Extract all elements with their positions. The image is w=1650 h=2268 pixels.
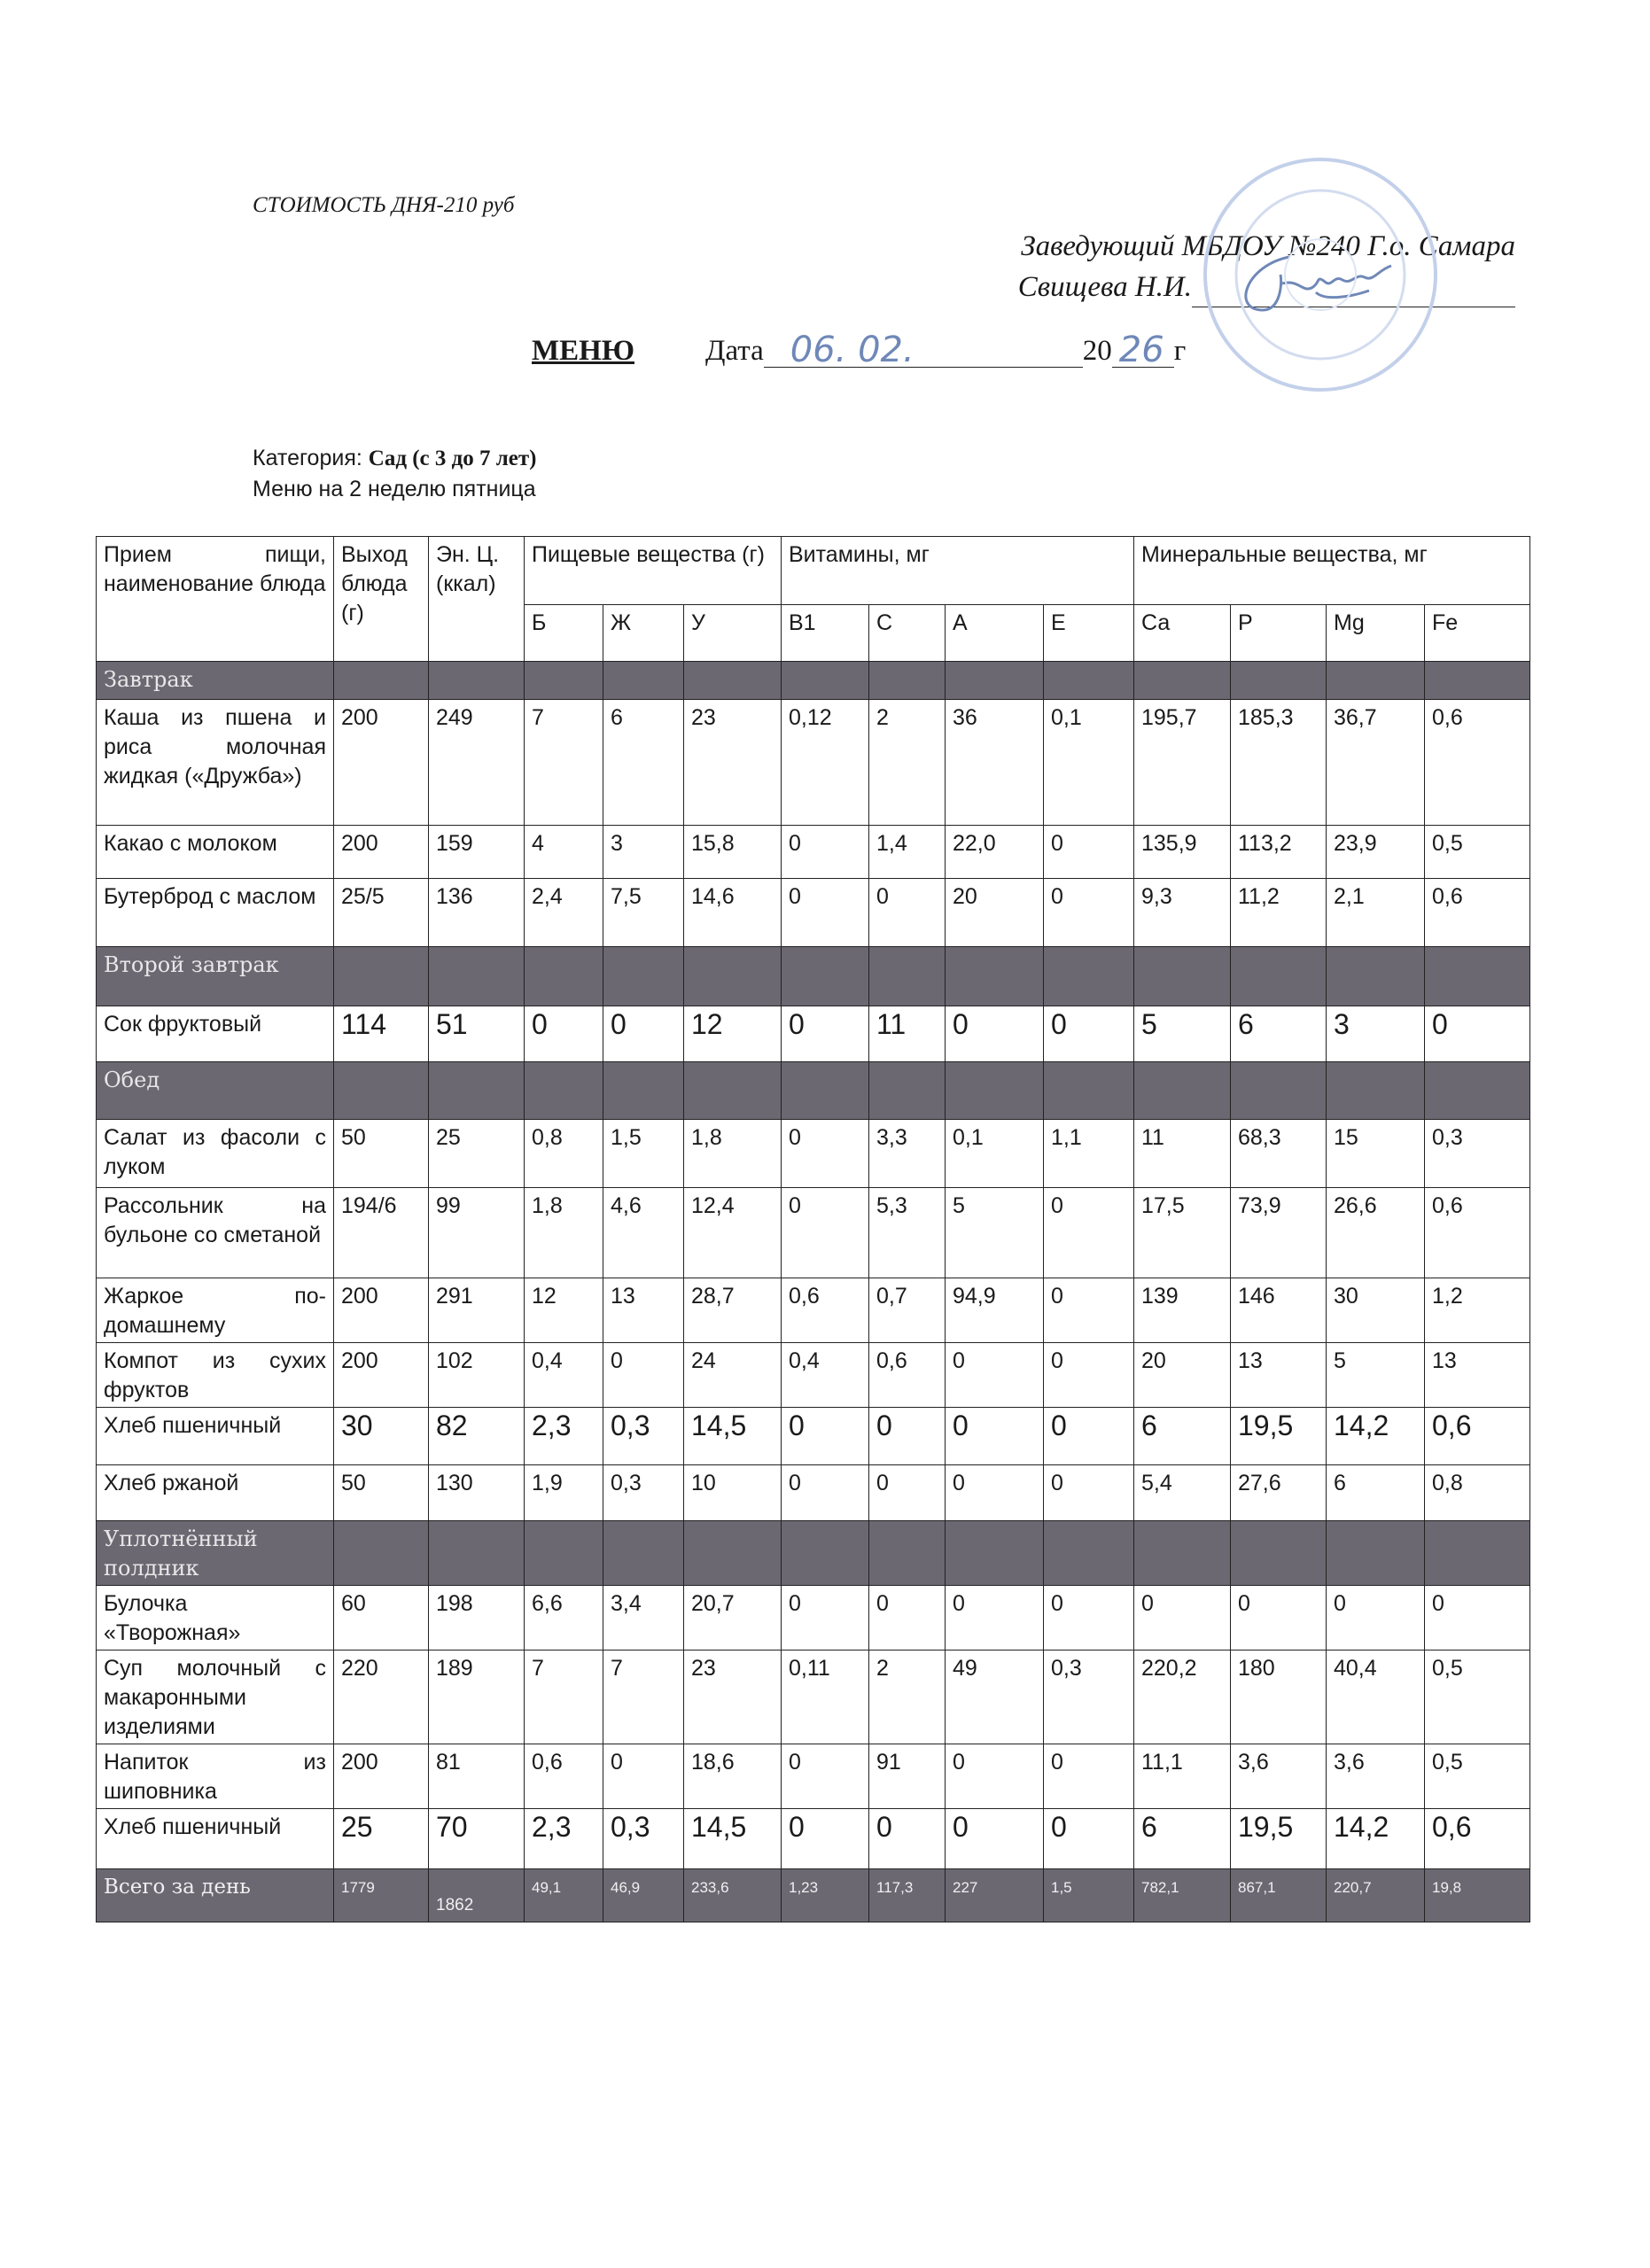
cell: 200 — [334, 826, 429, 879]
year-prefix: 20 — [1082, 335, 1112, 367]
header-vitamins: Витамины, мг — [782, 537, 1134, 605]
cell: 0 — [869, 1408, 946, 1465]
cell: 6 — [1134, 1408, 1231, 1465]
cell: 180 — [1231, 1651, 1327, 1744]
cell: 1,9 — [525, 1465, 603, 1521]
cell: 12,4 — [684, 1188, 782, 1278]
dish-name: Какао с молоком — [97, 826, 334, 879]
section-label: Завтрак — [97, 662, 334, 700]
total-cell: 1862 — [429, 1869, 525, 1922]
total-cell: 49,1 — [525, 1869, 603, 1922]
cell: 0 — [946, 1343, 1044, 1408]
cell: 0 — [782, 1188, 869, 1278]
table-row — [97, 1651, 1530, 1744]
cell: 102 — [429, 1343, 525, 1408]
cell: 25/5 — [334, 879, 429, 947]
cell: 0,5 — [1425, 826, 1530, 879]
header-name: Прием пищи, наименование блюда — [97, 537, 334, 662]
cell: 2,3 — [525, 1408, 603, 1465]
cell: 13 — [1231, 1343, 1327, 1408]
cell: 114 — [334, 1006, 429, 1062]
total-cell: 233,6 — [684, 1869, 782, 1922]
header-nutrients: Пищевые вещества (г) — [525, 537, 782, 605]
cell: 0 — [1425, 1586, 1530, 1651]
year-handwritten: 26 — [1118, 330, 1164, 370]
category-label: Категория: — [253, 446, 369, 470]
table-row — [97, 1809, 1530, 1869]
cell: 0 — [782, 1408, 869, 1465]
cell: 5 — [946, 1188, 1044, 1278]
table-row — [97, 1343, 1530, 1408]
cell: 6 — [1134, 1809, 1231, 1869]
cell: 0,3 — [1044, 1651, 1134, 1744]
year-blank — [1112, 330, 1174, 370]
cell: 6 — [1231, 1006, 1327, 1062]
cell: 200 — [334, 700, 429, 826]
cell: 113,2 — [1231, 826, 1327, 879]
cell: 130 — [429, 1465, 525, 1521]
cell: 36 — [946, 700, 1044, 826]
cell: 23,9 — [1327, 826, 1425, 879]
cell: 0,6 — [1425, 879, 1530, 947]
table-row — [97, 1188, 1530, 1278]
cell: 13 — [1425, 1343, 1530, 1408]
cell: 27,6 — [1231, 1465, 1327, 1521]
cell: 0,6 — [1425, 1408, 1530, 1465]
subheader-cell: В1 — [782, 605, 869, 662]
cell: 0 — [603, 1006, 684, 1062]
cell: 94,9 — [946, 1278, 1044, 1343]
cell: 11,2 — [1231, 879, 1327, 947]
cell: 14,2 — [1327, 1809, 1425, 1869]
day-cost: СТОИМОСТЬ ДНЯ-210 руб — [253, 193, 515, 217]
menu-word: МЕНЮ — [532, 335, 634, 367]
cell: 2,3 — [525, 1809, 603, 1869]
cell: 14,6 — [684, 879, 782, 947]
header-energy: Эн. Ц. (ккал) — [429, 537, 525, 662]
cell: 25 — [429, 1120, 525, 1188]
cell: 0 — [1231, 1586, 1327, 1651]
cell: 0 — [1044, 1809, 1134, 1869]
cell: 0,6 — [869, 1343, 946, 1408]
cell: 9,3 — [1134, 879, 1231, 947]
cell: 0 — [1134, 1586, 1231, 1651]
cell: 99 — [429, 1188, 525, 1278]
dish-name: Хлеб пшеничный — [97, 1408, 334, 1465]
total-cell: 782,1 — [1134, 1869, 1231, 1922]
dish-name: Хлеб пшеничный — [97, 1809, 334, 1869]
cell: 25 — [334, 1809, 429, 1869]
cell: 0 — [946, 1809, 1044, 1869]
cell: 73,9 — [1231, 1188, 1327, 1278]
cell: 3,3 — [869, 1120, 946, 1188]
dish-name: Булочка «Творожная» — [97, 1586, 334, 1651]
total-cell: 46,9 — [603, 1869, 684, 1922]
cell: 17,5 — [1134, 1188, 1231, 1278]
cell: 0,11 — [782, 1651, 869, 1744]
cell: 5 — [1327, 1343, 1425, 1408]
cell: 0 — [1044, 826, 1134, 879]
cell: 0,5 — [1425, 1651, 1530, 1744]
cell: 0,4 — [525, 1343, 603, 1408]
header-yield: Выход блюда (г) — [334, 537, 429, 662]
cell: 195,7 — [1134, 700, 1231, 826]
table-row — [97, 826, 1530, 879]
cell: 3 — [1327, 1006, 1425, 1062]
cell: 82 — [429, 1408, 525, 1465]
cell: 1,2 — [1425, 1278, 1530, 1343]
cell: 91 — [869, 1744, 946, 1809]
cell: 0 — [1044, 1278, 1134, 1343]
section-label: Второй завтрак — [97, 947, 334, 1006]
cell: 0 — [1044, 879, 1134, 947]
cell: 0 — [1044, 1586, 1134, 1651]
cell: 7 — [525, 700, 603, 826]
cell: 159 — [429, 826, 525, 879]
cell: 3,6 — [1327, 1744, 1425, 1809]
total-cell: 220,7 — [1327, 1869, 1425, 1922]
cell: 5,3 — [869, 1188, 946, 1278]
cell: 12 — [684, 1006, 782, 1062]
section-row-breakfast — [97, 662, 1530, 700]
section-row-second-breakfast — [97, 947, 1530, 1006]
cell: 200 — [334, 1744, 429, 1809]
cell: 1,5 — [603, 1120, 684, 1188]
cell: 11,1 — [1134, 1744, 1231, 1809]
approval-title: Заведующий МБДОУ №240 Г.о. Самара — [1021, 230, 1515, 262]
subheader-cell: Б — [525, 605, 603, 662]
subheader-cell: А — [946, 605, 1044, 662]
cell: 291 — [429, 1278, 525, 1343]
cell: 0,3 — [1425, 1120, 1530, 1188]
date-blank — [764, 330, 1083, 370]
cell: 0,3 — [603, 1408, 684, 1465]
header-row — [97, 537, 1530, 605]
cell: 60 — [334, 1586, 429, 1651]
cell: 6 — [603, 700, 684, 826]
cell: 30 — [1327, 1278, 1425, 1343]
cell: 0 — [782, 1465, 869, 1521]
subheader-cell: С — [869, 605, 946, 662]
cell: 3,6 — [1231, 1744, 1327, 1809]
total-cell: 117,3 — [869, 1869, 946, 1922]
dish-name: Компот из сухих фруктов — [97, 1343, 334, 1408]
subheader-cell: Е — [1044, 605, 1134, 662]
cell: 0 — [782, 879, 869, 947]
cell: 200 — [334, 1278, 429, 1343]
cell: 1,8 — [525, 1188, 603, 1278]
dish-name: Напиток из шиповника — [97, 1744, 334, 1809]
cell: 1,4 — [869, 826, 946, 879]
cell: 3,4 — [603, 1586, 684, 1651]
subheader-cell: Mg — [1327, 605, 1425, 662]
total-cell: 1,23 — [782, 1869, 869, 1922]
cell: 20 — [1134, 1343, 1231, 1408]
table-row — [97, 1465, 1530, 1521]
cell: 0,6 — [782, 1278, 869, 1343]
cell: 249 — [429, 700, 525, 826]
section-label: Уплотнённый полдник — [97, 1521, 334, 1586]
cell: 139 — [1134, 1278, 1231, 1343]
cell: 189 — [429, 1651, 525, 1744]
cell: 5 — [1134, 1006, 1231, 1062]
section-row-lunch — [97, 1062, 1530, 1120]
table-row — [97, 879, 1530, 947]
table-row — [97, 1408, 1530, 1465]
cell: 1,1 — [1044, 1120, 1134, 1188]
cell: 0 — [782, 1586, 869, 1651]
cell: 7 — [525, 1651, 603, 1744]
subheader-cell: Fe — [1425, 605, 1530, 662]
subheader-cell: У — [684, 605, 782, 662]
total-cell: 1779 — [334, 1869, 429, 1922]
cell: 0,1 — [946, 1120, 1044, 1188]
cell: 36,7 — [1327, 700, 1425, 826]
cell: 22,0 — [946, 826, 1044, 879]
cell: 23 — [684, 1651, 782, 1744]
subheader-cell: Са — [1134, 605, 1231, 662]
table-row — [97, 1278, 1530, 1343]
cell: 1,8 — [684, 1120, 782, 1188]
dish-name: Жаркое по-домашнему — [97, 1278, 334, 1343]
cell: 0 — [1044, 1744, 1134, 1809]
cell: 24 — [684, 1343, 782, 1408]
cell: 18,6 — [684, 1744, 782, 1809]
cell: 0,1 — [1044, 700, 1134, 826]
year-suffix: г — [1173, 335, 1187, 367]
total-row — [97, 1869, 1530, 1922]
cell: 2,1 — [1327, 879, 1425, 947]
cell: 136 — [429, 879, 525, 947]
total-cell: 227 — [946, 1869, 1044, 1922]
cell: 0 — [946, 1744, 1044, 1809]
category-value: Сад (с 3 до 7 лет) — [368, 447, 537, 470]
total-cell: 867,1 — [1231, 1869, 1327, 1922]
cell: 12 — [525, 1278, 603, 1343]
cell: 0 — [603, 1744, 684, 1809]
subheader-cell: Р — [1231, 605, 1327, 662]
menu-title — [532, 330, 1187, 370]
cell: 198 — [429, 1586, 525, 1651]
category-block — [253, 443, 537, 504]
cell: 0 — [1044, 1006, 1134, 1062]
cell: 20 — [946, 879, 1044, 947]
cell: 0,3 — [603, 1465, 684, 1521]
cell: 28,7 — [684, 1278, 782, 1343]
cell: 0,12 — [782, 700, 869, 826]
cell: 220 — [334, 1651, 429, 1744]
header-minerals: Минеральные вещества, мг — [1134, 537, 1530, 605]
table-row — [97, 1120, 1530, 1188]
cell: 0 — [782, 1744, 869, 1809]
week-line: Меню на 2 неделю пятница — [253, 477, 536, 501]
cell: 185,3 — [1231, 700, 1327, 826]
cell: 6,6 — [525, 1586, 603, 1651]
cell: 200 — [334, 1343, 429, 1408]
cell: 19,5 — [1231, 1809, 1327, 1869]
cell: 23 — [684, 700, 782, 826]
subheader-cell: Ж — [603, 605, 684, 662]
cell: 0,4 — [782, 1343, 869, 1408]
cell: 20,7 — [684, 1586, 782, 1651]
table-row — [97, 1586, 1530, 1651]
cell: 0 — [869, 1465, 946, 1521]
cell: 13 — [603, 1278, 684, 1343]
cell: 6 — [1327, 1465, 1425, 1521]
cell: 194/6 — [334, 1188, 429, 1278]
cell: 220,2 — [1134, 1651, 1231, 1744]
table-row — [97, 700, 1530, 826]
cell: 0 — [782, 1120, 869, 1188]
cell: 0,6 — [1425, 1188, 1530, 1278]
cell: 3 — [603, 826, 684, 879]
section-label: Обед — [97, 1062, 334, 1120]
cell: 0 — [869, 879, 946, 947]
cell: 68,3 — [1231, 1120, 1327, 1188]
cell: 15,8 — [684, 826, 782, 879]
cell: 0 — [603, 1343, 684, 1408]
cell: 0 — [1327, 1586, 1425, 1651]
cell: 0 — [946, 1465, 1044, 1521]
cell: 40,4 — [1327, 1651, 1425, 1744]
cell: 146 — [1231, 1278, 1327, 1343]
cell: 30 — [334, 1408, 429, 1465]
cell: 0 — [946, 1408, 1044, 1465]
cell: 0 — [946, 1586, 1044, 1651]
institution-stamp — [1187, 142, 1453, 408]
cell: 4 — [525, 826, 603, 879]
cell: 51 — [429, 1006, 525, 1062]
cell: 11 — [1134, 1120, 1231, 1188]
dish-name: Суп молочный с макаронными изделиями — [97, 1651, 334, 1744]
cell: 4,6 — [603, 1188, 684, 1278]
dish-name: Каша из пшена и риса молочная жидкая («Дружба») — [97, 700, 334, 826]
cell: 0 — [525, 1006, 603, 1062]
category-line — [253, 443, 537, 474]
dish-name: Салат из фасоли с луком — [97, 1120, 334, 1188]
section-row-afternoon-snack — [97, 1521, 1530, 1586]
cell: 11 — [869, 1006, 946, 1062]
dish-name: Бутерброд с маслом — [97, 879, 334, 947]
cell: 15 — [1327, 1120, 1425, 1188]
cell: 0 — [1044, 1408, 1134, 1465]
cell: 0 — [782, 1809, 869, 1869]
cell: 0 — [1044, 1465, 1134, 1521]
cell: 14,2 — [1327, 1408, 1425, 1465]
cell: 81 — [429, 1744, 525, 1809]
cell: 0,6 — [1425, 700, 1530, 826]
cell: 0 — [1425, 1006, 1530, 1062]
cell: 14,5 — [684, 1809, 782, 1869]
cell: 0,8 — [1425, 1465, 1530, 1521]
cell: 49 — [946, 1651, 1044, 1744]
cell: 135,9 — [1134, 826, 1231, 879]
cell: 7 — [603, 1651, 684, 1744]
table-row — [97, 1006, 1530, 1062]
dish-name: Хлеб ржаной — [97, 1465, 334, 1521]
total-cell: 19,8 — [1425, 1869, 1530, 1922]
cell: 0 — [782, 1006, 869, 1062]
dish-name: Сок фруктовый — [97, 1006, 334, 1062]
cell: 0,5 — [1425, 1744, 1530, 1809]
cell: 0 — [1044, 1188, 1134, 1278]
cell: 0,7 — [869, 1278, 946, 1343]
cell: 0 — [946, 1006, 1044, 1062]
cell: 26,6 — [1327, 1188, 1425, 1278]
cell: 19,5 — [1231, 1408, 1327, 1465]
director-name: Свищева Н.И. — [1017, 271, 1192, 303]
date-handwritten: 06. 02. — [790, 330, 915, 370]
cell: 0 — [782, 826, 869, 879]
cell: 0,6 — [525, 1744, 603, 1809]
menu-table — [96, 536, 1530, 1922]
cell: 7,5 — [603, 879, 684, 947]
cell: 2 — [869, 700, 946, 826]
cell: 0 — [869, 1809, 946, 1869]
cell: 0,6 — [1425, 1809, 1530, 1869]
cell: 50 — [334, 1120, 429, 1188]
table-row — [97, 1744, 1530, 1809]
cell: 5,4 — [1134, 1465, 1231, 1521]
cell: 0,8 — [525, 1120, 603, 1188]
cell: 14,5 — [684, 1408, 782, 1465]
total-cell: 1,5 — [1044, 1869, 1134, 1922]
cell: 0 — [1044, 1343, 1134, 1408]
cell: 2,4 — [525, 879, 603, 947]
total-label: Всего за день — [97, 1869, 334, 1922]
cell: 0 — [869, 1586, 946, 1651]
dish-name: Рассольник на бульоне со сметаной — [97, 1188, 334, 1278]
cell: 0,3 — [603, 1809, 684, 1869]
cell: 50 — [334, 1465, 429, 1521]
date-label: Дата — [704, 335, 764, 367]
cell: 10 — [684, 1465, 782, 1521]
cell: 70 — [429, 1809, 525, 1869]
cell: 2 — [869, 1651, 946, 1744]
